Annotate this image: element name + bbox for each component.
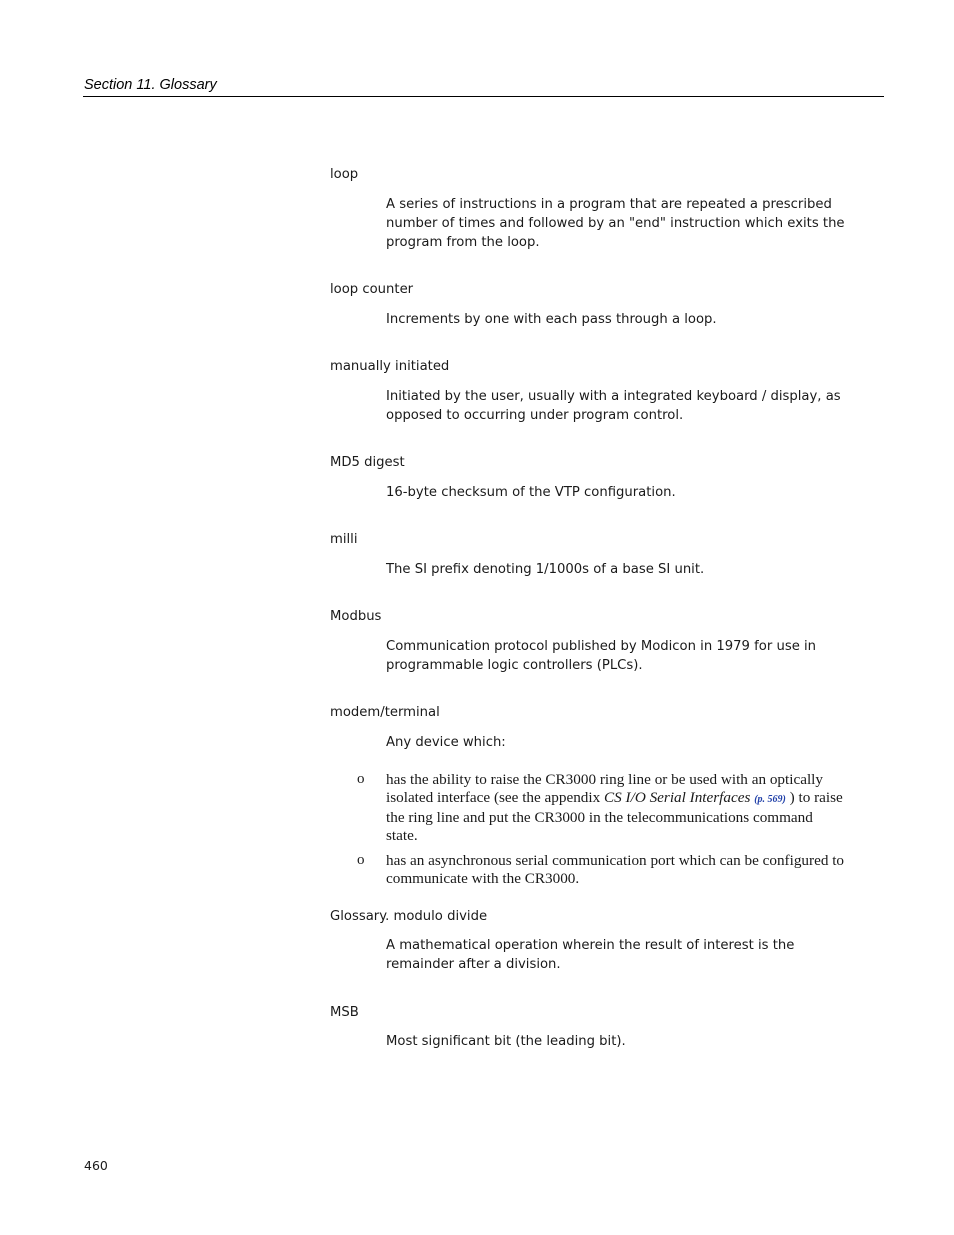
bullet-marker: o bbox=[357, 771, 365, 787]
glossary-term-modem-terminal: modem/terminal bbox=[330, 705, 440, 720]
glossary-definition-modbus: Communication protocol published by Modicon in 1979 for use in programmable logic controllers (PLCs). bbox=[386, 639, 817, 673]
glossary-definition-milli: The SI prefix denoting 1/1000s of a base SI unit. bbox=[386, 562, 705, 577]
bullet-item-ring-line bbox=[386, 771, 848, 845]
page-number: 460 bbox=[84, 1158, 108, 1173]
glossary-term-loop: loop bbox=[330, 167, 359, 182]
glossary-definition-msb: Most significant bit (the leading bit). bbox=[386, 1034, 626, 1049]
bullet-item-text: has the ability to raise the CR3000 ring line or be used with an optically isolated interface (see the appendix bbox=[386, 771, 823, 806]
glossary-definition-loop-counter: Increments by one with each pass through a loop. bbox=[386, 312, 717, 327]
glossary-term-modbus: Modbus bbox=[330, 609, 382, 624]
glossary-definition-modem-terminal: Any device which: bbox=[386, 735, 506, 750]
section-title: Section 11. Glossary bbox=[84, 77, 217, 93]
bullet-item-text-continued: ) to raise the ring line and put the CR3000 in the telecommunications command state. bbox=[386, 789, 843, 844]
glossary-term-msb: MSB bbox=[330, 1005, 359, 1020]
bullet-item-serial-port: has an asynchronous serial communication port which can be configured to communicate with the CR3000. bbox=[386, 852, 845, 887]
page-reference-link[interactable]: (p. 569) bbox=[754, 794, 786, 805]
appendix-reference: CS I/O Serial Interfaces bbox=[604, 789, 751, 806]
glossary-definition-modulo-divide: A mathematical operation wherein the result of interest is the remainder after a division. bbox=[386, 938, 795, 972]
glossary-term-manually-initiated: manually initiated bbox=[330, 359, 450, 374]
bullet-marker: o bbox=[357, 852, 365, 868]
page-header bbox=[83, 76, 884, 97]
glossary-term-milli: milli bbox=[330, 532, 358, 547]
glossary-term-loop-counter: loop counter bbox=[330, 282, 414, 297]
glossary-term-modulo-divide: Glossary. modulo divide bbox=[330, 909, 488, 924]
glossary-definition-manually-initiated: Initiated by the user, usually with a integrated keyboard / display, as opposed to occurring under program control. bbox=[386, 389, 841, 423]
glossary-term-md5-digest: MD5 digest bbox=[330, 455, 405, 470]
glossary-definition-md5-digest: 16-byte checksum of the VTP configuration. bbox=[386, 485, 676, 500]
glossary-definition-loop: A series of instructions in a program that are repeated a prescribed number of times and followed by an "end" instruction which exits the program from the loop. bbox=[386, 197, 845, 250]
